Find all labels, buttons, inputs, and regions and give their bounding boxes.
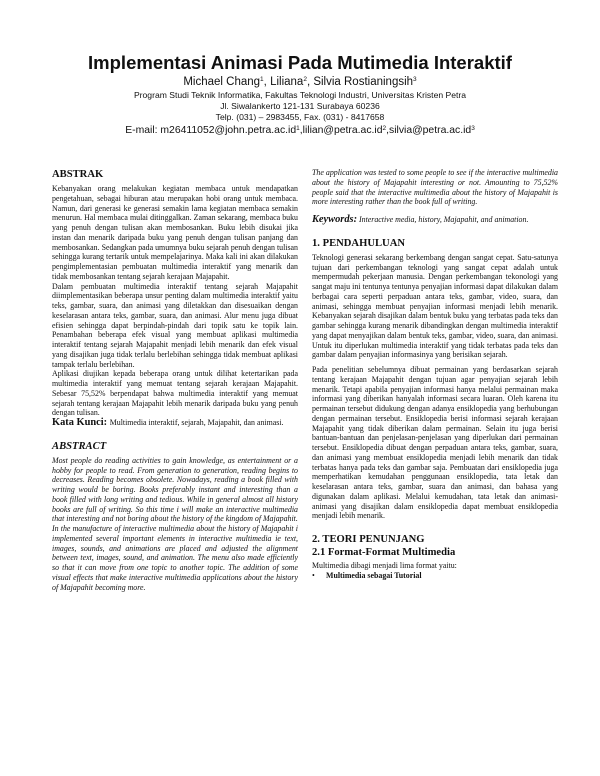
email-address: lilian@petra.ac.id (302, 125, 383, 136)
kata-kunci-label: Kata Kunci: (52, 417, 110, 428)
author-separator: , (306, 76, 314, 88)
kata-kunci (52, 418, 298, 428)
abstrak-paragraph: Dalam pembuatan multimedia interaktif tentang sejarah Majapahit diimplementasikan beberapa unsur penting dalam multimedia interaktif yaitu teks, gambar, suara, dan animasi yang diletakkan dan disesuaikan dengan keselarasan antara teks, gambar, suara, dan animasi. Alur menu juga dibuat efisien sehingga dapat berpindah-pindah dari topik satu ke topik lain. Penambahan beberapa efek visual yang membuat aplikasi multimedia interaktif tentang sejarah Majapahit menjadi lebih menarik dan efek visual yang disajikan juga tidak terlalu berlebihan sehingga tidak membuat aplikasi tampak terlalu berlebihan. (52, 281, 298, 369)
pendahuluan-heading: 1. PENDAHULUAN (312, 237, 405, 249)
abstrak-heading: ABSTRAK (52, 169, 104, 180)
author-superscript: 2 (303, 76, 307, 83)
abstrak-paragraph: Aplikasi diujikan kepada beberapa orang untuk dilihat ketertarikan pada multimedia interaktif yang memuat tentang sejarah kerajaan Majapahit. Sebesar 75,52% berpendapat bahwa multimedia interaktif yang memuat sejarah tentang kerajaan Majapahit lebih menarik daripada buku yang penuh dengan tulisan. (52, 369, 298, 418)
email-address: m26411052@john.petra.ac.id (160, 125, 297, 136)
author-separator: , (263, 76, 271, 88)
email-separator: , (299, 125, 303, 136)
affiliation-line: Telp. (031) – 2983455, Fax. (031) - 8417658 (215, 112, 385, 122)
keywords-text: Interactive media, history, Majapahit, and animation. (357, 215, 529, 224)
email-separator: , (386, 125, 390, 136)
abstract-heading: ABSTRACT (52, 440, 107, 452)
affiliation-line: Program Studi Teknik Informatika, Fakultas Teknologi Industri, Universitas Kristen Petra (133, 90, 467, 100)
affiliation-line: Jl. Siwalankerto 121-131 Surabaya 60236 (220, 101, 380, 111)
author-list (0, 75, 600, 89)
email-superscript: 2 (382, 125, 387, 132)
bullet-icon: • (312, 570, 315, 580)
teori-heading: 2. TEORI PENUNJANG (312, 534, 425, 545)
abstract-paragraph: The application was tested to some people to see if the interactive multimedia about the history of Majapahit interesting or not. Amounting to 75,52% people said that the interactive multimedia about the history of Majapahit is more interesting rather than the book full of writing. (312, 168, 558, 207)
email-superscript: 1 (296, 125, 300, 132)
author-name: Michael Chang (183, 76, 261, 88)
author-superscript: 3 (413, 76, 417, 83)
right-column (312, 168, 558, 581)
author-name: Silvia Rostianingsih (313, 76, 414, 88)
teori-subheading: 2.1 Format-Format Multimedia (312, 547, 456, 558)
email-prefix: E-mail: (125, 125, 161, 136)
teori-intro: Multimedia dibagi menjadi lima format yaitu: (312, 561, 457, 570)
email-line (0, 124, 600, 137)
pendahuluan-paragraph: Pada penelitian sebelumnya dibuat permainan yang berdasarkan sejarah tentang kerajaan Majapahit dengan tujuan agar penyajian sejarah lebih menarik. Tetapi apabila penyajian informasi hanya melalui permainan maka informasi yang diberikan hanyalah informasi secara luaran. Oleh karena itu permainan tersebut didukung dengan adanya ensiklopedia yang berhubungan dengan permainan tersebut. Ensiklopedia berisi informasi sejarah kerajaan Majapahit yang tidak diberikan dalam permainan. Selain itu juga berisi bantuan-bantuan dan penjelasan-penjelasan yang diperlukan dari permainan tersebut. Ensiklopedia dibuat dengan perpaduan antara teks, gambar, suara, dan animasi yang membuat ensiklopedia menjadi lebih menarik dan tidak terbatas hanya pada teks dan gambar saja. Pembuatan dari ensiklopedia juga memperhatikan kemudahan penggunaan ensiklopedia, tata letak dan keselarasan antara teks, gambar, suara dan animasi, dan bahasa yang digunakan dalam aplikasi. Melalui kemudahan, tata letak dan animasi-animasi yang disajikan dalam ensiklopedia dapat membuat ensiklopedia menjadi lebih menarik. (312, 365, 558, 521)
email-superscript: 3 (471, 125, 475, 132)
author-name: Liliana (270, 76, 304, 88)
abstract-paragraph: In the manufacture of interactive multimedia about the history of Majapahit i implemented several important elements in interactive multimedia ie text, images, sounds, and animations are placed and adjusted the alignment between text, images, sound, and animation. The menu also made efficiently so that it can move from one topic to another topic. The addition of some visual effects that make interactive multimedia applications about the history of Majapahit becoming more. (52, 524, 298, 592)
author-superscript: 1 (260, 76, 264, 83)
keywords-label: Keywords: (312, 214, 358, 225)
abstract-paragraph: Most people do reading activities to gain knowledge, as entertainment or a hobby for people to read. From generation to generation, reading begins to decreases. Reading becomes obsolete. Nowadays, reading a book filled with writing would be boring. Books preferably instant and interesting than a book filled with long writing and tedious. While in general almost all history books are full of writing. So this time i will make an interactive multimedia that interesting and not boring about the history of the kingdom of Majapahit. (52, 455, 298, 524)
email-address: silvia@petra.ac.id (389, 125, 472, 136)
keywords (312, 215, 558, 225)
paper-title: Implementasi Animasi Pada Mutimedia Interaktif (88, 52, 512, 73)
pendahuluan-paragraph: Teknologi generasi sekarang berkembang dengan sangat cepat. Satu-satunya tujuan dari perkembangan teknologi yang sangat cepat adalah untuk mempermudah pekerjaan manusia. Dengan perkembangan tekonologi yang sangat maju ini tentunya tentunya penyajian informasi dapat dilakukan dalam berbagai cara seperti perpaduan antara teks, gambar, video, suara, dan animasi, sehingga membuat penyajian informasi menjadi lebih menarik. Kebanyakan sejarah disajikan dalam bentuk buku yang terbatas pada teks dan gambar sehingga kurang menarik dibandingkan dengan multimedia interaktif yang dapat menyajikan dalam bentuk teks, gambar, video, suara, dan animasi. Untuk itu diperlukan multimedia interaktif yang tidak terbatas pada teks dan gambar dalam penyajian informasinya yang berisikan sejarah. (312, 252, 558, 360)
kata-kunci-text: Multimedia interaktif, sejarah, Majapahit, dan animasi. (109, 418, 284, 427)
abstrak-paragraph: Kebanyakan orang melakukan kegiatan membaca untuk mendapatkan pengetahuan, sebagai hiburan atau merupakan hobi orang untuk membaca. Namun, dari generasi ke generasi semakin lama kegiatan membaca semakin menurun. Hal membaca mulai ditinggalkan. Zaman sekarang, membaca buku yang penuh dengan tulisan akan membosankan. Buku lebih disukai jika instan dan menarik daripada buku yang penuh dengan tulisan panjang dan membosankan. Sedangkan pada umumnya buku sejarah penuh dengan tulisan sehingga kurang tertarik untuk mempelajarinya. Maka kali ini akan dilakukan pengimplementasian pembuatan multimedia interaktif yang menarik dan tidak membosankan tentang sejarah kerajaan Majapahit. (52, 184, 298, 281)
bullet-text: Multimedia sebagai Tutorial (326, 570, 422, 580)
bullet-item (312, 571, 558, 581)
left-column (52, 168, 298, 592)
